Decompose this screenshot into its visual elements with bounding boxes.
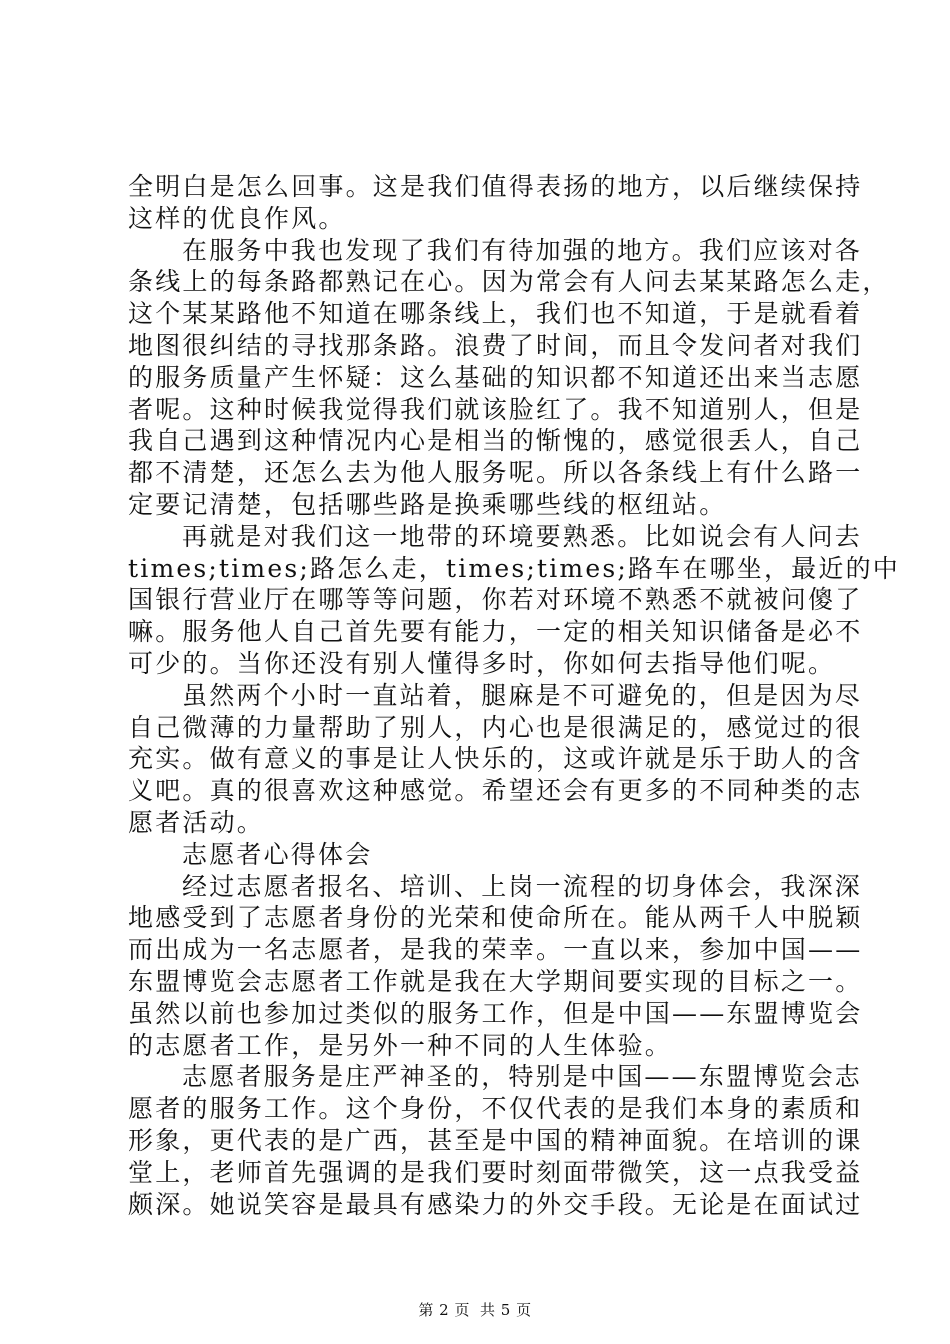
text-line: 形象，更代表的是广西，甚至是中国的精神面貌。在培训的课 xyxy=(128,1125,863,1155)
text-line: 颇深。她说笑容是最具有感染力的外交手段。无论是在面试过 xyxy=(128,1189,863,1219)
text-line: 定要记清楚，包括哪些路是换乘哪些线的枢纽站。 xyxy=(128,489,727,519)
text-line: 者呢。这种时候我觉得我们就该脸红了。我不知道别人，但是 xyxy=(128,394,863,424)
text-line: 全明白是怎么回事。这是我们值得表扬的地方，以后继续保持 xyxy=(128,172,863,201)
text-line: 地感受到了志愿者身份的光荣和使命所在。能从两千人中脱颖 xyxy=(128,903,863,933)
text-line: 自己微薄的力量帮助了别人，内心也是很满足的，感觉过的很 xyxy=(128,712,863,742)
paragraph xyxy=(128,871,863,1062)
text-line: 国银行营业厅在哪等等问题，你若对环境不熟悉不就被问傻了 xyxy=(128,585,863,615)
text-line: 条线上的每条路都熟记在心。因为常会有人问去某某路怎么走， xyxy=(128,267,890,297)
page-footer xyxy=(0,1299,950,1320)
text-line: 虽然两个小时一直站着，腿麻是不可避免的，但是因为尽 xyxy=(182,680,863,710)
paragraph xyxy=(128,171,863,235)
paragraph xyxy=(128,1061,863,1220)
text-line: 再就是对我们这一地带的环境要熟悉。比如说会有人问去 xyxy=(182,521,863,551)
text-line: 嘛。服务他人自己首先要有能力，一定的相关知识储备是必不 xyxy=(128,617,863,647)
section-title: 志愿者心得体会 xyxy=(182,839,373,869)
text-line: 愿者活动。 xyxy=(128,807,265,837)
text-line: 的志愿者工作，是另外一种不同的人生体验。 xyxy=(128,1030,673,1060)
text-line: 虽然以前也参加过类似的服务工作，但是中国——东盟博览会 xyxy=(128,998,863,1028)
text-line: 这样的优良作风。 xyxy=(128,203,346,233)
paragraph xyxy=(128,521,900,680)
text-line: 这个某某路他不知道在哪条线上，我们也不知道，于是就看着 xyxy=(128,299,863,329)
text-line: 在服务中我也发现了我们有待加强的地方。我们应该对各 xyxy=(182,235,863,265)
text-line: 东盟博览会志愿者工作就是我在大学期间要实现的目标之一。 xyxy=(128,966,863,996)
paragraph xyxy=(128,680,863,839)
text-line: 愿者的服务工作。这个身份，不仅代表的是我们本身的素质和 xyxy=(128,1094,863,1124)
page-total: 共 5 页 xyxy=(480,1301,532,1319)
paragraph xyxy=(128,235,890,521)
text-line: 可少的。当你还没有别人懂得多时，你如何去指导他们呢。 xyxy=(128,648,836,678)
text-line: 经过志愿者报名、培训、上岗一流程的切身体会，我深深 xyxy=(182,871,863,901)
text-line: 而出成为一名志愿者，是我的荣幸。一直以来，参加中国—— xyxy=(128,935,863,965)
text-line: 堂上，老师首先强调的是我们要时刻面带微笑，这一点我受益 xyxy=(128,1157,863,1187)
text-line: 的服务质量产生怀疑：这么基础的知识都不知道还出来当志愿 xyxy=(128,362,863,392)
text-line: 义吧。真的很喜欢这种感觉。希望还会有更多的不同种类的志 xyxy=(128,776,863,806)
document-body xyxy=(128,171,900,1220)
text-line: 志愿者服务是庄严神圣的，特别是中国——东盟博览会志 xyxy=(182,1062,863,1092)
page-number: 第 2 页 xyxy=(418,1301,470,1319)
text-line: times;times;路怎么走，times;times;路车在哪坐，最近的中 xyxy=(128,553,900,583)
section-heading xyxy=(128,839,828,871)
text-line: 都不清楚，还怎么去为他人服务呢。所以各条线上有什么路一 xyxy=(128,458,863,488)
text-line: 充实。做有意义的事是让人快乐的，这或许就是乐于助人的含 xyxy=(128,744,863,774)
text-line: 地图很纠结的寻找那条路。浪费了时间，而且令发问者对我们 xyxy=(128,330,863,360)
text-line: 我自己遇到这种情况内心是相当的惭愧的，感觉很丢人，自己 xyxy=(128,426,863,456)
